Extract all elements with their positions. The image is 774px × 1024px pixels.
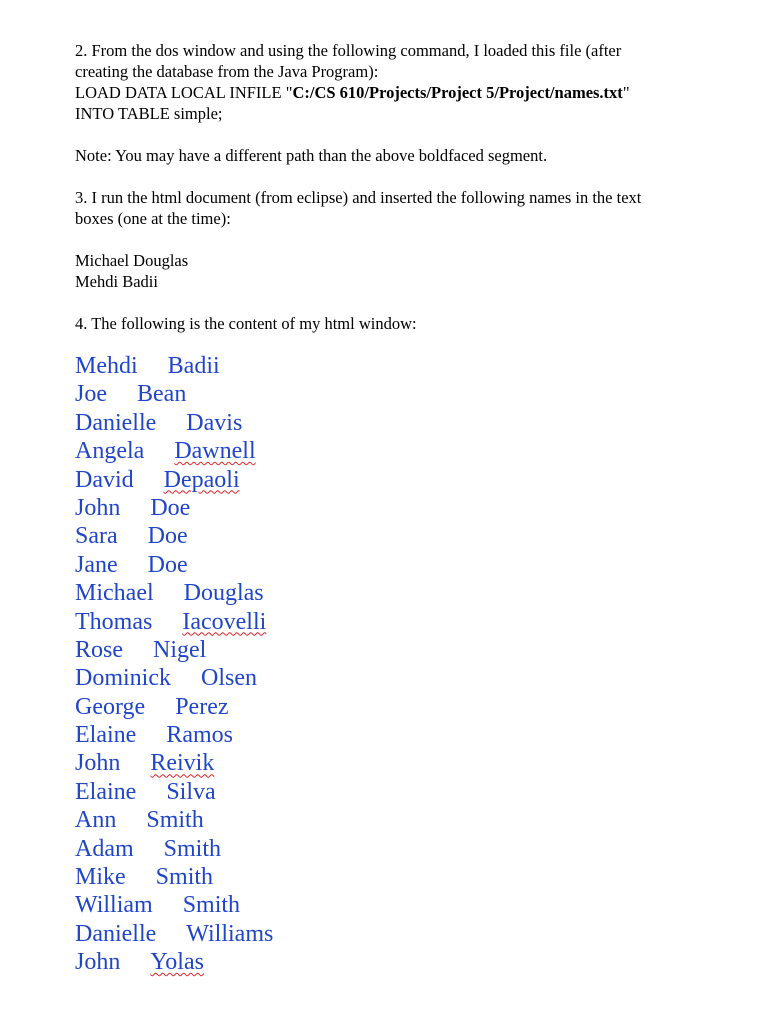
first-name: Jane xyxy=(75,551,118,578)
name-row xyxy=(75,352,735,380)
first-name: William xyxy=(75,892,153,919)
last-name: Olsen xyxy=(201,665,257,692)
name-row xyxy=(75,920,735,948)
first-name: John xyxy=(75,949,121,976)
step3-line2: boxes (one at the time): xyxy=(75,209,231,228)
name-row xyxy=(75,778,735,806)
last-name: Reivik xyxy=(150,750,215,777)
command-suffix: " xyxy=(622,83,630,102)
first-name: Danielle xyxy=(75,920,157,947)
step2-line4: INTO TABLE simple; xyxy=(75,104,223,123)
last-name: Smith xyxy=(155,864,214,891)
inserted-name: Mehdi Badii xyxy=(75,272,158,291)
last-name: Doe xyxy=(147,523,188,550)
first-name: George xyxy=(75,693,146,720)
name-row xyxy=(75,494,735,522)
name-row xyxy=(75,664,735,692)
first-name: Joe xyxy=(75,381,107,408)
last-name: Ramos xyxy=(166,722,233,749)
last-name: Iacovelli xyxy=(182,608,267,635)
step4-text: 4. The following is the content of my html window: xyxy=(75,314,417,333)
last-name: Nigel xyxy=(153,636,207,663)
name-row xyxy=(75,891,735,919)
last-name: Dawnell xyxy=(174,438,256,465)
command-path: C:/CS 610/Projects/Project 5/Project/names.txt xyxy=(292,83,623,102)
inserted-name: Michael Douglas xyxy=(75,251,189,270)
name-row xyxy=(75,380,735,408)
step2-command xyxy=(75,82,735,103)
name-row xyxy=(75,437,735,465)
last-name: Doe xyxy=(147,551,188,578)
name-row xyxy=(75,409,735,437)
last-name: Davis xyxy=(186,409,243,436)
first-name: Dominick xyxy=(75,665,171,692)
name-row xyxy=(75,863,735,891)
name-row xyxy=(75,636,735,664)
name-row xyxy=(75,608,735,636)
name-row xyxy=(75,579,735,607)
first-name: Mike xyxy=(75,864,126,891)
last-name: Perez xyxy=(175,693,229,720)
command-prefix: LOAD DATA LOCAL INFILE " xyxy=(75,83,293,102)
last-name: Silva xyxy=(166,778,216,805)
html-window-names-list xyxy=(75,352,735,977)
first-name: Angela xyxy=(75,438,145,465)
first-name: Elaine xyxy=(75,722,137,749)
last-name: Williams xyxy=(186,920,274,947)
name-row xyxy=(75,806,735,834)
first-name: John xyxy=(75,494,121,521)
name-row xyxy=(75,948,735,976)
spacer xyxy=(75,166,735,187)
first-name: Adam xyxy=(75,835,134,862)
first-name: Danielle xyxy=(75,409,157,436)
step2-line1: 2. From the dos window and using the following command, I loaded this file (after xyxy=(75,41,622,60)
first-name: David xyxy=(75,466,134,493)
first-name: Rose xyxy=(75,636,123,663)
name-row xyxy=(75,551,735,579)
step2-line2: creating the database from the Java Program): xyxy=(75,62,379,81)
last-name: Doe xyxy=(150,494,191,521)
note-text: Note: You may have a different path than the above boldfaced segment. xyxy=(75,146,548,165)
spacer xyxy=(75,292,735,313)
first-name: Thomas xyxy=(75,608,153,635)
name-row xyxy=(75,693,735,721)
first-name: Mehdi xyxy=(75,353,138,379)
first-name: Elaine xyxy=(75,778,137,805)
name-row xyxy=(75,749,735,777)
first-name: Sara xyxy=(75,523,118,550)
last-name: Smith xyxy=(182,892,241,919)
document-page xyxy=(75,40,735,977)
last-name: Douglas xyxy=(183,580,264,607)
name-row xyxy=(75,522,735,550)
name-row xyxy=(75,466,735,494)
last-name: Yolas xyxy=(150,949,204,976)
last-name: Smith xyxy=(146,807,204,834)
spacer xyxy=(75,124,735,145)
name-row xyxy=(75,721,735,749)
first-name: Ann xyxy=(75,807,117,834)
first-name: John xyxy=(75,750,121,777)
spacer xyxy=(75,229,735,250)
step3-line1: 3. I run the html document (from eclipse) and inserted the following names in the text xyxy=(75,188,642,207)
last-name: Bean xyxy=(137,381,187,408)
last-name: Depaoli xyxy=(163,466,240,493)
last-name: Badii xyxy=(167,353,220,379)
name-row xyxy=(75,835,735,863)
last-name: Smith xyxy=(163,835,222,862)
first-name: Michael xyxy=(75,580,154,607)
